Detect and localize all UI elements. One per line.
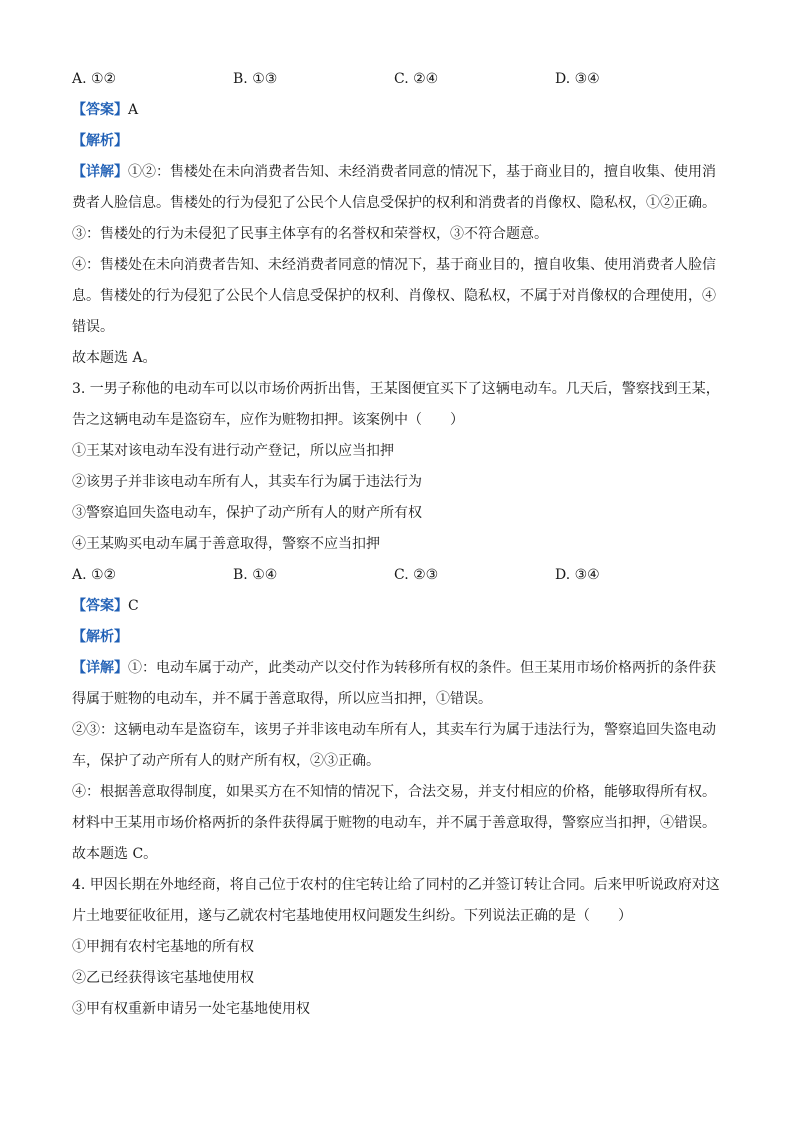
q3-options [72, 560, 722, 591]
q3-statement: ①王某对该电动车没有进行动产登记，所以应当扣押 [72, 443, 394, 459]
q3-statement: ②该男子并非该电动车所有人，其卖车行为属于违法行为 [72, 474, 422, 490]
q3-analysis [72, 622, 722, 653]
q4-statement: ③甲有权重新申请另一处宅基地使用权 [72, 1001, 310, 1017]
detail-text: ①②：售楼处在未向消费者告知、未经消费者同意的情况下，基于商业目的，擅自收集、使用消 [128, 164, 716, 180]
detail-tag: 【详解】 [72, 660, 128, 676]
q3-detail-line: ②③：这辆电动车是盗窃车，该男子并非该电动车所有人，其卖车行为属于违法行为，警察追回失盗电动 [72, 722, 716, 738]
q2-conclusion: 故本题选 A。 [72, 350, 157, 366]
q3-option-c: C. ②③ [394, 567, 439, 583]
detail-tag: 【详解】 [72, 164, 128, 180]
analysis-tag: 【解析】 [72, 133, 128, 149]
q3-option-a: A. ①② [72, 567, 117, 583]
q2-option-a: A. ①② [72, 71, 117, 87]
q2-option-d: D. ③④ [555, 71, 600, 87]
document-page [72, 64, 722, 1025]
q2-option-b: B. ①③ [233, 71, 278, 87]
answer-letter: A [128, 102, 139, 118]
q3-conclusion: 故本题选 C。 [72, 846, 158, 862]
q4-stem-line: 4. 甲因长期在外地经商，将自己位于农村的住宅转让给了同村的乙并签订转让合同。后来甲听说政府对这 [72, 877, 720, 893]
q3-detail-line: 得属于赃物的电动车，并不属于善意取得，所以应当扣押，①错误。 [72, 691, 492, 707]
q3-stem-line: 3. 一男子称他的电动车可以以市场价两折出售，王某图便宜买下了这辆电动车。几天后，警察找到王某， [72, 381, 720, 397]
q3-statement: ③警察追回失盗电动车，保护了动产所有人的财产所有权 [72, 505, 422, 521]
q2-option-c: C. ②④ [394, 71, 439, 87]
q3-detail-line: 材料中王某用市场价格两折的条件获得属于赃物的电动车，并不属于善意取得，警察应当扣押，④错误。 [72, 815, 716, 831]
q2-analysis [72, 126, 722, 157]
answer-tag: 【答案】 [72, 598, 128, 614]
q2-options [72, 64, 722, 95]
q3-option-b: B. ①④ [233, 567, 278, 583]
analysis-tag: 【解析】 [72, 629, 128, 645]
q4-statement: ②乙已经获得该宅基地使用权 [72, 970, 254, 986]
q3-stem-line: 告之这辆电动车是盗窃车，应作为赃物扣押。该案例中（ ） [72, 412, 464, 428]
q3-detail-line: 车，保护了动产所有人的财产所有权，②③正确。 [72, 753, 380, 769]
q2-detail-line: 息。售楼处的行为侵犯了公民个人信息受保护的权利、肖像权、隐私权，不属于对肖像权的合理使用，④ [72, 288, 716, 304]
q2-detail-line: ④：售楼处在未向消费者告知、未经消费者同意的情况下，基于商业目的，擅自收集、使用消费者人脸信 [72, 257, 716, 273]
answer-tag: 【答案】 [72, 102, 128, 118]
detail-text: ①：电动车属于动产，此类动产以交付作为转移所有权的条件。但王某用市场价格两折的条件获 [128, 660, 716, 676]
q3-statement: ④王某购买电动车属于善意取得，警察不应当扣押 [72, 536, 380, 552]
q2-detail-line [72, 157, 722, 188]
q3-option-d: D. ③④ [555, 567, 600, 583]
q4-statement: ①甲拥有农村宅基地的所有权 [72, 939, 254, 955]
q2-detail-line: ③：售楼处的行为未侵犯了民事主体享有的名誉权和荣誉权，③不符合题意。 [72, 226, 548, 242]
q4-stem-line: 片土地要征收征用，遂与乙就农村宅基地使用权问题发生纠纷。下列说法正确的是（ ） [72, 908, 632, 924]
q3-answer [72, 591, 722, 622]
q3-detail-line: ④：根据善意取得制度，如果买方在不知情的情况下，合法交易，并支付相应的价格，能够取得所有权。 [72, 784, 716, 800]
q2-answer [72, 95, 722, 126]
q3-detail-line [72, 653, 722, 684]
q2-detail-line: 错误。 [72, 319, 114, 335]
q2-detail-line: 费者人脸信息。售楼处的行为侵犯了公民个人信息受保护的权利和消费者的肖像权、隐私权，①②正确。 [72, 195, 716, 211]
answer-letter: C [128, 598, 139, 614]
